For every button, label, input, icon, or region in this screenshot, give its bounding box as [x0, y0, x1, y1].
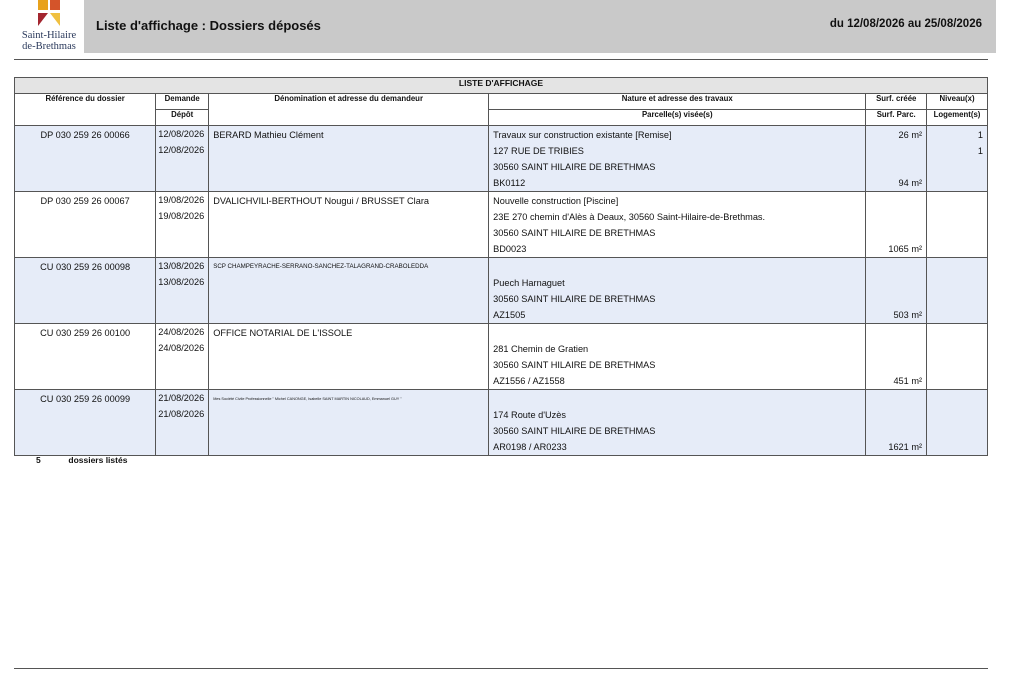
cell-name: [209, 258, 489, 324]
surf-parc: 451 m²: [893, 376, 923, 386]
cell-levels: [927, 192, 988, 258]
cell-work: [489, 258, 866, 324]
work-nature: [493, 391, 861, 407]
work-nature: Nouvelle construction [Piscine]: [493, 196, 619, 206]
work-nature: Travaux sur construction existante [Remise]: [493, 130, 672, 140]
logo-text: [14, 30, 84, 52]
cell-dates: [156, 390, 209, 456]
work-parcels: AZ1505: [493, 310, 526, 320]
applicant-name: OFFICE NOTARIAL DE L'ISSOLE: [213, 328, 353, 338]
work-address: Puech Harnaguet: [493, 278, 565, 288]
date-demande: 19/08/2026: [158, 195, 205, 205]
col-ref-header: Référence du dossier: [15, 94, 156, 126]
applicant-name: BERARD Mathieu Clément: [213, 130, 324, 140]
cell-levels: [927, 258, 988, 324]
date-depot: 13/08/2026: [158, 277, 205, 287]
cell-work: [489, 126, 866, 192]
surf-creee: [870, 193, 922, 209]
niveaux-value: [931, 259, 983, 275]
col-surf-parc-header: Surf. Parc.: [866, 110, 927, 126]
cell-name: [209, 390, 489, 456]
cell-dates: [156, 258, 209, 324]
applicant-name: Mes Société Civile Professionnelle " Michel CANONGE, Isabelle SAINT MARTIN NICOLAUD, Emmanuel GUY ": [213, 397, 402, 401]
table-row: [15, 390, 988, 456]
cell-ref: CU 030 259 26 00099: [15, 390, 156, 456]
work-address: 174 Route d'Uzès: [493, 410, 566, 420]
work-nature: [493, 325, 861, 341]
work-city: 30560 SAINT HILAIRE DE BRETHMAS: [493, 360, 656, 370]
applicant-name: DVALICHVILI-BERTHOUT Nougui / BRUSSET Clara: [213, 196, 430, 206]
col-surf-creee-header: Surf. créée: [866, 94, 927, 110]
work-address: 281 Chemin de Gratien: [493, 344, 589, 354]
title-banner: [84, 0, 996, 53]
cell-ref: CU 030 259 26 00100: [15, 324, 156, 390]
work-nature: [493, 259, 861, 275]
work-address: 127 RUE DE TRIBIES: [493, 146, 584, 156]
table-caption: LISTE D'AFFICHAGE: [15, 78, 988, 94]
work-city: 30560 SAINT HILAIRE DE BRETHMAS: [493, 426, 656, 436]
table-header-row-2: [15, 110, 988, 126]
logements-value: [931, 341, 983, 357]
work-address: 23E 270 chemin d'Alès à Deaux, 30560 Saint-Hilaire-de-Brethmas.: [493, 212, 766, 222]
col-niveaux-header: Niveau(x): [927, 94, 988, 110]
cell-dates: [156, 126, 209, 192]
footer-divider: [14, 668, 988, 669]
work-city: 30560 SAINT HILAIRE DE BRETHMAS: [493, 228, 656, 238]
work-city: 30560 SAINT HILAIRE DE BRETHMAS: [493, 162, 656, 172]
date-depot: 24/08/2026: [158, 343, 205, 353]
cell-levels: [927, 324, 988, 390]
surf-parc: 1065 m²: [888, 244, 923, 254]
niveaux-value: [931, 193, 983, 209]
table-row: [15, 192, 988, 258]
table-row: [15, 126, 988, 192]
date-depot: 19/08/2026: [158, 211, 205, 221]
work-city: 30560 SAINT HILAIRE DE BRETHMAS: [493, 294, 656, 304]
date-range: du 12/08/2026 au 25/08/2026: [829, 18, 982, 30]
cell-surface: [866, 258, 927, 324]
logo-line1: Saint-Hilaire: [21, 30, 77, 41]
logo-line2: de-Brethmas: [22, 41, 76, 52]
date-depot: 21/08/2026: [158, 409, 205, 419]
niveaux-value: 1: [977, 130, 983, 140]
logements-value: [931, 407, 983, 423]
col-depot-header: Dépôt: [156, 110, 209, 126]
cell-surface: [866, 390, 927, 456]
surf-parc: 94 m²: [898, 178, 923, 188]
date-depot: 12/08/2026: [158, 145, 205, 155]
col-logements-header: Logement(s): [927, 110, 988, 126]
surf-parc: 503 m²: [893, 310, 923, 320]
page-title: Liste d'affichage : Dossiers déposés: [96, 18, 321, 33]
cell-name: [209, 126, 489, 192]
work-parcels: AZ1556 / AZ1558: [493, 376, 565, 386]
table-row: [15, 258, 988, 324]
header-divider: [14, 59, 988, 60]
table-header-row-1: [15, 94, 988, 110]
cell-ref: CU 030 259 26 00098: [15, 258, 156, 324]
cell-name: [209, 192, 489, 258]
dossier-count-label: dossiers listés: [68, 455, 128, 465]
surf-parc: 1621 m²: [888, 442, 923, 452]
logements-value: [931, 275, 983, 291]
cell-ref: DP 030 259 26 00066: [15, 126, 156, 192]
listing-table: [14, 77, 988, 456]
work-parcels: BK0112: [493, 178, 526, 188]
date-demande: 21/08/2026: [158, 393, 205, 403]
cell-levels: [927, 126, 988, 192]
logo-mark-icon: [38, 0, 60, 26]
listing-summary: [36, 455, 127, 465]
table-row: [15, 324, 988, 390]
surf-creee: [870, 325, 922, 341]
cell-surface: [866, 192, 927, 258]
date-demande: 13/08/2026: [158, 261, 205, 271]
cell-name: [209, 324, 489, 390]
niveaux-value: [931, 325, 983, 341]
surf-creee: [870, 259, 922, 275]
logements-value: [931, 209, 983, 225]
cell-dates: [156, 324, 209, 390]
page-header: [14, 0, 986, 58]
work-parcels: AR0198 / AR0233: [493, 442, 567, 452]
table-caption-row: [15, 78, 988, 94]
surf-creee: 26 m²: [898, 130, 923, 140]
surf-creee: [870, 391, 922, 407]
date-demande: 24/08/2026: [158, 327, 205, 337]
cell-work: [489, 390, 866, 456]
niveaux-value: [931, 391, 983, 407]
col-name-header: Dénomination et adresse du demandeur: [209, 94, 489, 126]
cell-levels: [927, 390, 988, 456]
dossier-count: 5: [36, 455, 41, 465]
col-parcelles-header: Parcelle(s) visée(s): [489, 110, 866, 126]
logements-value: 1: [977, 146, 983, 156]
cell-work: [489, 192, 866, 258]
cell-dates: [156, 192, 209, 258]
col-demande-header: Demande: [156, 94, 209, 110]
date-demande: 12/08/2026: [158, 129, 205, 139]
applicant-name: SCP CHAMPEYRACHE-SERRANO-SANCHEZ-TALAGRAND-CRABOLEDDA: [213, 263, 429, 270]
cell-surface: [866, 324, 927, 390]
work-parcels: BD0023: [493, 244, 527, 254]
cell-ref: DP 030 259 26 00067: [15, 192, 156, 258]
cell-surface: [866, 126, 927, 192]
cell-work: [489, 324, 866, 390]
col-nature-header: Nature et adresse des travaux: [489, 94, 866, 110]
town-logo: [14, 0, 84, 58]
